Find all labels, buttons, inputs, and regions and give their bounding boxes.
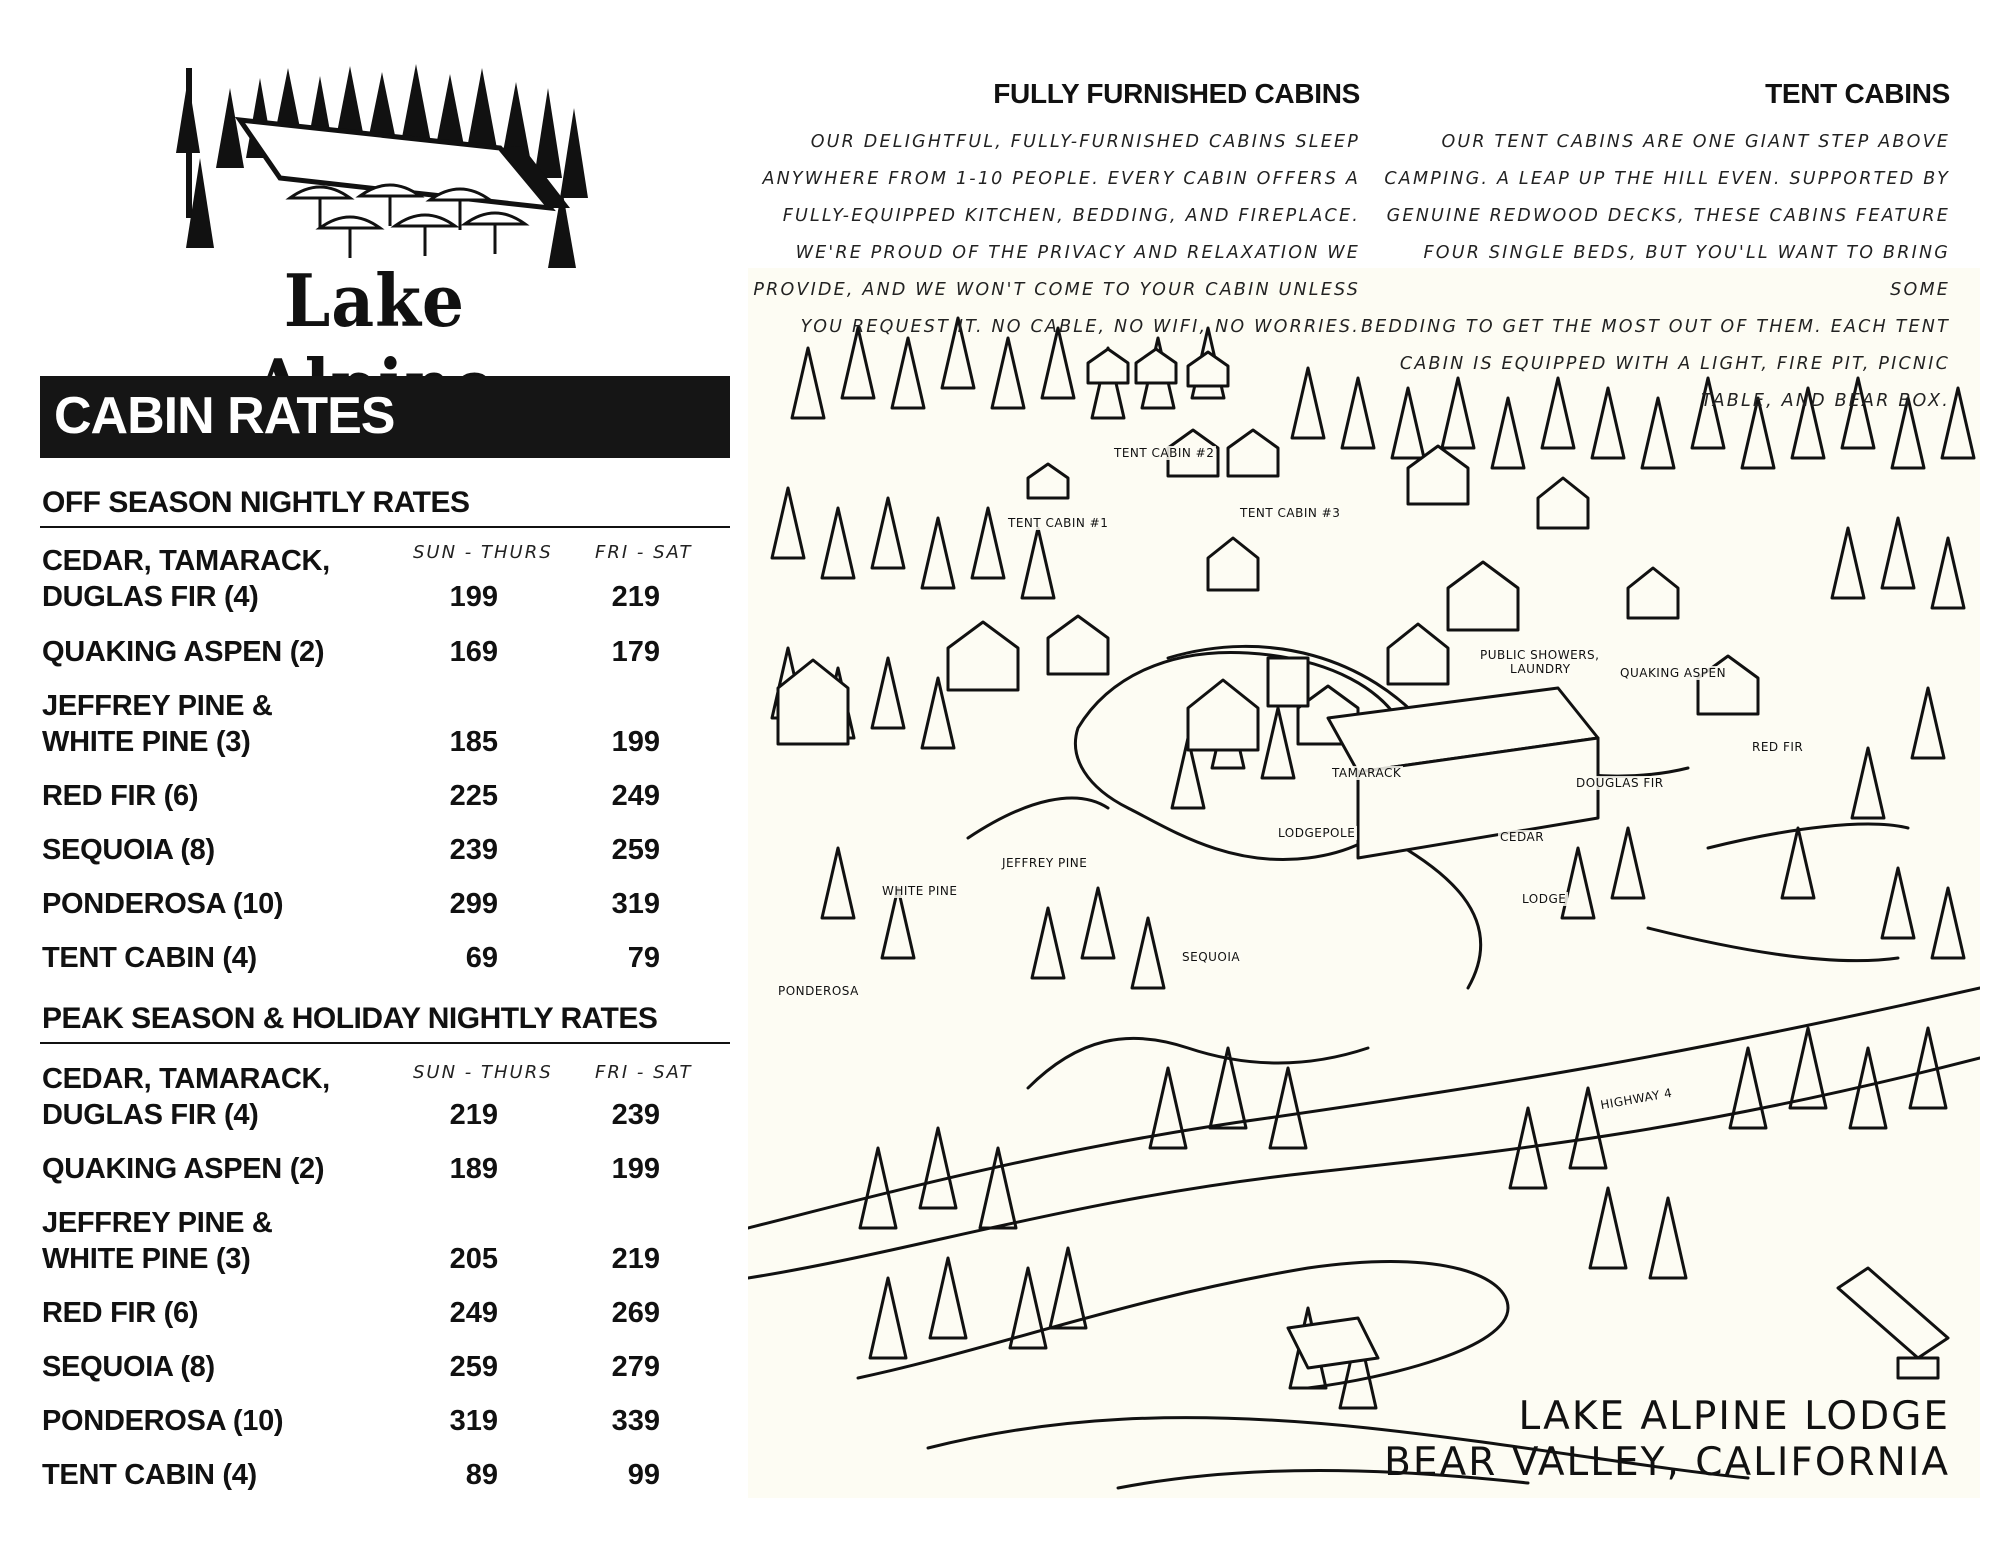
map-label-tamarack: TAMARACK xyxy=(1332,766,1402,780)
rate-weekday: 259 xyxy=(449,1351,498,1383)
row-name-line2: DUGLAS FIR (4) xyxy=(42,1099,259,1131)
table-row xyxy=(42,1403,382,1439)
rate-weekend: 259 xyxy=(611,834,660,866)
rate-weekday: 199 xyxy=(449,581,498,613)
map-label-jeffrey-pine: JEFFREY PINE xyxy=(1002,856,1088,870)
map-label-sequoia: SEQUOIA xyxy=(1182,950,1241,964)
map-caption-line1: LAKE ALPINE LODGE xyxy=(1518,1394,1950,1439)
rate-weekday: 225 xyxy=(449,780,498,812)
off-season-title: OFF SEASON NIGHTLY RATES xyxy=(42,486,470,519)
map-label-laundry: LAUNDRY xyxy=(1510,662,1571,676)
row-name-line1: RED FIR (6) xyxy=(42,780,199,812)
tent-cabins-title: TENT CABINS xyxy=(1765,78,1950,109)
map-label-tent-cabin-3: TENT CABIN #3 xyxy=(1240,506,1341,520)
description-line: CAMPING. A LEAP UP THE HILL EVEN. SUPPORTED BY xyxy=(1384,169,1950,189)
map-label-cedar: CEDAR xyxy=(1500,830,1545,844)
row-name-line1: TENT CABIN (4) xyxy=(42,1459,257,1491)
row-name-line1: TENT CABIN (4) xyxy=(42,942,257,974)
row-name-line2: DUGLAS FIR (4) xyxy=(42,581,259,613)
row-name-line1: QUAKING ASPEN (2) xyxy=(42,636,325,668)
table-row xyxy=(42,886,382,922)
rate-weekday: 169 xyxy=(449,636,498,668)
cabin-rates-title: CABIN RATES xyxy=(54,387,395,445)
cabin-rates-banner xyxy=(40,376,730,458)
row-name-line2: WHITE PINE (3) xyxy=(42,726,251,758)
table-row xyxy=(42,1061,382,1133)
description-line: OUR DELIGHTFUL, FULLY-FURNISHED CABINS SLEEP xyxy=(810,132,1360,152)
description-line: OUR TENT CABINS ARE ONE GIANT STEP ABOVE xyxy=(1441,132,1950,152)
rate-weekend: 279 xyxy=(611,1351,660,1383)
description-line: YOU REQUEST IT. NO CABLE, NO WIFI, NO WORRIES. xyxy=(800,317,1360,337)
peak-season-rule xyxy=(40,1042,730,1044)
description-line: FOUR SINGLE BEDS, BUT YOU'LL WANT TO BRING SOME xyxy=(1423,243,1950,300)
description-line: GENUINE REDWOOD DECKS, THESE CABINS FEATURE xyxy=(1386,206,1950,226)
rate-weekend: 339 xyxy=(611,1405,660,1437)
description-line: BEDDING TO GET THE MOST OUT OF THEM. EACH TENT xyxy=(1360,317,1950,337)
rate-weekend: 199 xyxy=(611,726,660,758)
description-line: ANYWHERE FROM 1-10 PEOPLE. EVERY CABIN OFFERS A xyxy=(762,169,1360,189)
off-col-weekday: SUN - THURS xyxy=(413,542,553,563)
row-name-line1: JEFFREY PINE & xyxy=(42,690,273,722)
map-label-white-pine: WHITE PINE xyxy=(882,884,958,898)
map-label-red-fir: RED FIR xyxy=(1752,740,1804,754)
map-label-tent-cabin-1: TENT CABIN #1 xyxy=(1008,516,1109,530)
map-label-tent-cabin-2: TENT CABIN #2 xyxy=(1114,446,1215,460)
table-row xyxy=(42,543,382,615)
rate-weekday: 189 xyxy=(449,1153,498,1185)
map-label-lodge: LODGE xyxy=(1522,892,1567,906)
row-name-line1: PONDEROSA (10) xyxy=(42,1405,284,1437)
rate-weekend: 239 xyxy=(611,1099,660,1131)
rate-weekend: 199 xyxy=(611,1153,660,1185)
rate-weekend: 79 xyxy=(627,942,660,974)
table-row xyxy=(42,1349,382,1385)
brand-wordmark: Lake xyxy=(283,258,466,343)
row-name-line1: CEDAR, TAMARACK, xyxy=(42,545,330,577)
row-name-line1: QUAKING ASPEN (2) xyxy=(42,1153,325,1185)
rate-weekend: 269 xyxy=(611,1297,660,1329)
rate-weekday: 185 xyxy=(449,726,498,758)
description-line: PROVIDE, AND WE WON'T COME TO YOUR CABIN UNLESS xyxy=(753,280,1360,300)
map-label-highway-4: HIGHWAY 4 xyxy=(1599,1085,1674,1113)
table-row xyxy=(42,688,382,760)
resort-map-illustration xyxy=(748,268,1980,1498)
description-line: FULLY-EQUIPPED KITCHEN, BEDDING, AND FIREPLACE. xyxy=(782,206,1360,226)
row-name-line1: SEQUOIA (8) xyxy=(42,834,215,866)
description-line: CABIN IS EQUIPPED WITH A LIGHT, FIRE PIT, PICNIC xyxy=(1399,354,1950,374)
rate-weekend: 219 xyxy=(611,1243,660,1275)
row-name-line1: CEDAR, TAMARACK, xyxy=(42,1063,330,1095)
table-row xyxy=(42,1295,382,1331)
rate-weekday: 69 xyxy=(465,942,498,974)
table-row xyxy=(42,634,382,670)
table-row xyxy=(42,1205,382,1277)
row-name-line1: SEQUOIA (8) xyxy=(42,1351,215,1383)
rate-weekday: 89 xyxy=(465,1459,498,1491)
peak-col-weekend: FRI - SAT xyxy=(595,1062,693,1083)
furnished-cabins-description xyxy=(740,124,1360,346)
rate-weekend: 319 xyxy=(611,888,660,920)
row-name-line1: RED FIR (6) xyxy=(42,1297,199,1329)
rate-weekend: 219 xyxy=(611,581,660,613)
map-label-douglas-fir: DOUGLAS FIR xyxy=(1576,776,1664,790)
row-name-line1: JEFFREY PINE & xyxy=(42,1207,273,1239)
map-label-quaking-aspen: QUAKING ASPEN xyxy=(1620,666,1727,680)
rate-weekday: 299 xyxy=(449,888,498,920)
description-line: WE'RE PROUD OF THE PRIVACY AND RELAXATION WE xyxy=(795,243,1360,263)
off-season-rule xyxy=(40,526,730,528)
map-label-lodgepole: LODGEPOLE xyxy=(1278,826,1356,840)
table-row xyxy=(42,940,382,976)
table-row xyxy=(42,778,382,814)
rate-weekday: 205 xyxy=(449,1243,498,1275)
tent-cabins-description xyxy=(1360,124,1950,420)
row-name-line2: WHITE PINE (3) xyxy=(42,1243,251,1275)
rate-weekday: 219 xyxy=(449,1099,498,1131)
map-caption-line2: BEAR VALLEY, CALIFORNIA xyxy=(1384,1440,1950,1485)
table-row xyxy=(42,1151,382,1187)
rate-weekend: 249 xyxy=(611,780,660,812)
peak-season-title: PEAK SEASON & HOLIDAY NIGHTLY RATES xyxy=(42,1002,658,1035)
rate-weekday: 249 xyxy=(449,1297,498,1329)
table-row xyxy=(42,1457,382,1493)
rate-weekday: 319 xyxy=(449,1405,498,1437)
table-row xyxy=(42,832,382,868)
rate-weekend: 179 xyxy=(611,636,660,668)
off-col-weekend: FRI - SAT xyxy=(595,542,693,563)
description-line: TABLE, AND BEAR BOX. xyxy=(1701,391,1950,411)
furnished-cabins-title: FULLY FURNISHED CABINS xyxy=(993,78,1360,109)
rate-weekend: 99 xyxy=(627,1459,660,1491)
map-label-ponderosa: PONDEROSA xyxy=(778,984,859,998)
map-label-public-showers: PUBLIC SHOWERS, xyxy=(1480,648,1600,662)
row-name-line1: PONDEROSA (10) xyxy=(42,888,284,920)
rate-weekday: 239 xyxy=(449,834,498,866)
peak-col-weekday: SUN - THURS xyxy=(413,1062,553,1083)
